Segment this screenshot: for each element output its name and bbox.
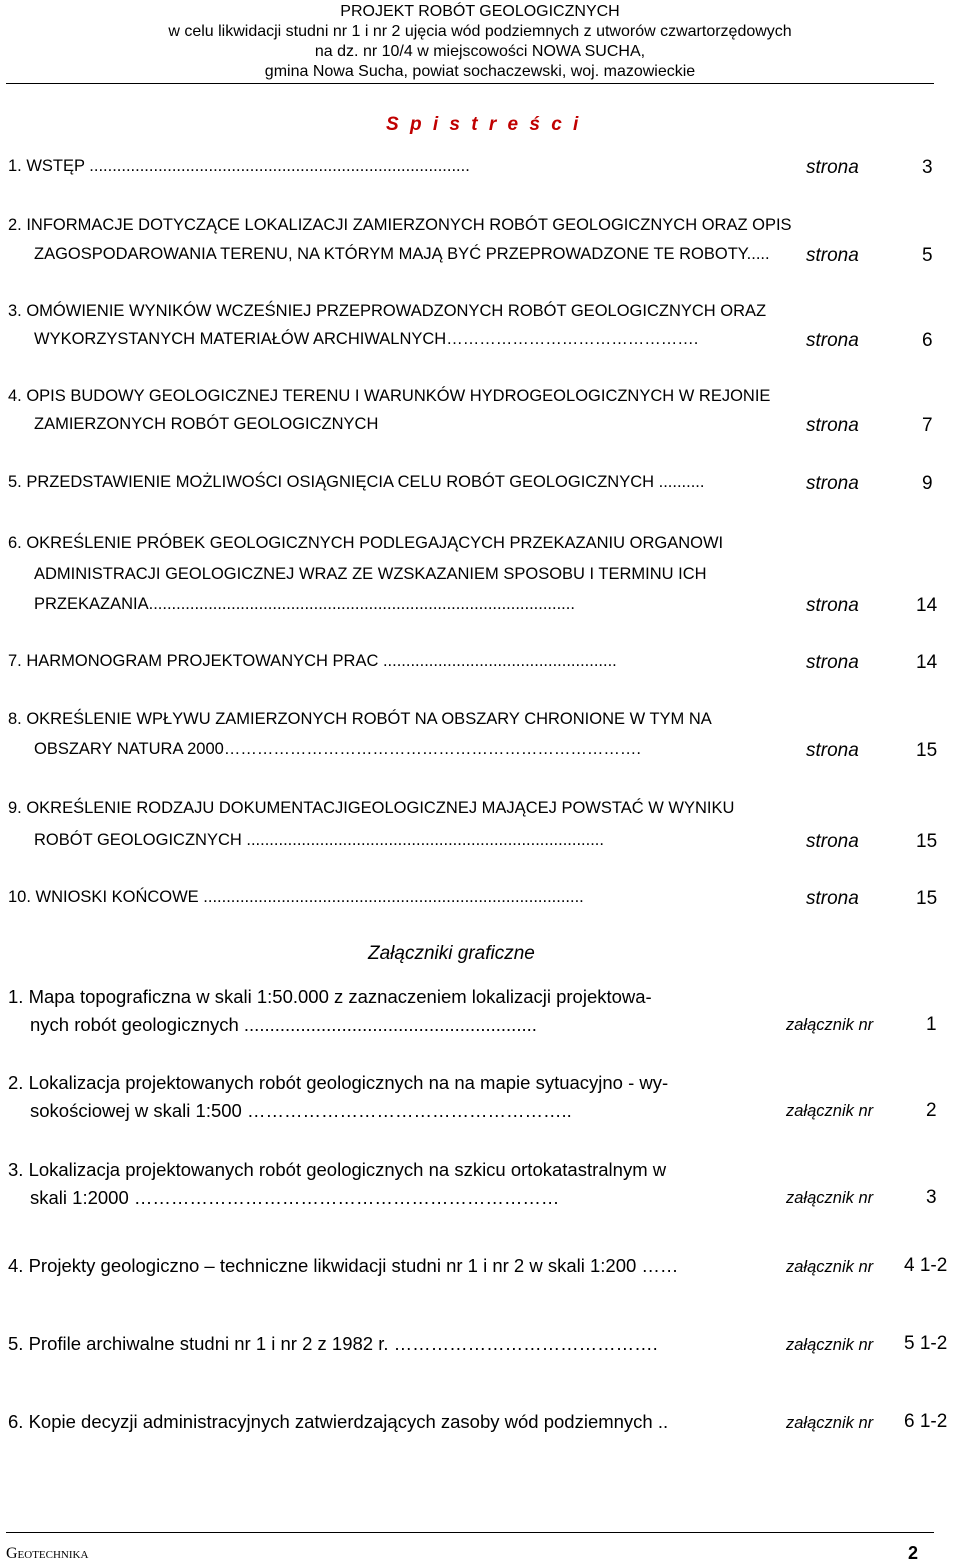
toc-item-9-word: strona	[806, 831, 859, 852]
toc-item-6-text: 6. OKREŚLENIE PRÓBEK GEOLOGICZNYCH PODLEGAJĄCYCH PRZEKAZANIU ORGANOWI	[8, 534, 724, 552]
toc-item-4-text: 4. OPIS BUDOWY GEOLOGICZNEJ TERENU I WARUNKÓW HYDROGEOLOGICZNYCH W REJONIE	[8, 387, 771, 405]
attachment-6-number: 6 1-2	[904, 1411, 948, 1432]
header-title: PROJEKT ROBÓT GEOLOGICZNYCH	[340, 3, 620, 20]
attachment-2-text: 2. Lokalizacja projektowanych robót geologicznych na na mapie sytuacyjno - wy-	[8, 1072, 669, 1093]
attachments-title: Załączniki graficzne	[368, 943, 535, 964]
footer-company: Geotechnika	[6, 1545, 89, 1562]
toc-item-7-word: strona	[806, 652, 859, 673]
toc-item-9-text-cont: ROBÓT GEOLOGICZNYCH ..............................................................................	[34, 831, 604, 849]
header-location: gmina Nowa Sucha, powiat sochaczewski, woj. mazowieckie	[264, 63, 696, 80]
toc-item-10-page: 15	[916, 888, 938, 909]
attachment-2-word: załącznik nr	[786, 1102, 874, 1120]
toc-item-10-text: 10. WNIOSKI KOŃCOWE ...................................................................................	[8, 888, 584, 906]
toc-item-3-page: 6	[922, 330, 933, 351]
header-plot: na dz. nr 10/4 w miejscowości NOWA SUCHA,	[314, 43, 646, 60]
toc-item-6-text-cont: ADMINISTRACJI GEOLOGICZNEJ WRAZ ZE WZSKAZANIEM SPOSOBU I TERMINU ICH	[34, 565, 707, 583]
toc-item-3-text-cont: WYKORZYSTANYCH MATERIAŁÓW ARCHIWALNYCH……………………………………….	[34, 330, 699, 348]
toc-item-2-text: 2. INFORMACJE DOTYCZĄCE LOKALIZACJI ZAMIERZONYCH ROBÓT GEOLOGICZNYCH ORAZ OPIS	[8, 216, 792, 234]
footer-rule	[6, 1532, 934, 1533]
attachment-2-number: 2	[926, 1100, 937, 1121]
attachment-5-number: 5 1-2	[904, 1333, 948, 1354]
attachment-3-text-cont: skali 1:2000 ……………………………………………………………	[30, 1187, 560, 1208]
toc-item-3-text: 3. OMÓWIENIE WYNIKÓW WCZEŚNIEJ PRZEPROWADZONYCH ROBÓT GEOLOGICZNYCH ORAZ	[8, 302, 767, 320]
toc-item-4-text-cont: ZAMIERZONYCH ROBÓT GEOLOGICZNYCH	[34, 415, 379, 433]
attachment-5-text: 5. Profile archiwalne studni nr 1 i nr 2 z 1982 r. …………………………………….	[8, 1333, 658, 1354]
toc-item-2-text-cont: ZAGOSPODAROWANIA TERENU, NA KTÓRYM MAJĄ BYĆ PRZEPROWADZONE TE ROBOTY.....	[34, 245, 770, 263]
attachment-6-text: 6. Kopie decyzji administracyjnych zatwierdzających zasoby wód podziemnych ..	[8, 1411, 669, 1432]
toc-title: S p i s t r e ś c i	[386, 114, 582, 135]
toc-item-9-page: 15	[916, 831, 938, 852]
toc-item-4-page: 7	[922, 415, 933, 436]
footer-page-number: 2	[908, 1543, 919, 1563]
attachment-4-word: załącznik nr	[786, 1258, 874, 1276]
toc-item-8-word: strona	[806, 740, 859, 761]
attachment-3-word: załącznik nr	[786, 1189, 874, 1207]
toc-item-7-text: 7. HARMONOGRAM PROJEKTOWANYCH PRAC ...................................................	[8, 652, 617, 670]
attachment-1-text-cont: nych robót geologicznych .........................................................	[30, 1014, 537, 1035]
attachment-4-number: 4 1-2	[904, 1255, 948, 1276]
toc-item-5-text: 5. PRZEDSTAWIENIE MOŻLIWOŚCI OSIĄGNIĘCIA CELU ROBÓT GEOLOGICZNYCH ..........	[8, 473, 705, 491]
toc-item-1-page: 3	[922, 157, 933, 178]
toc-item-3-word: strona	[806, 330, 859, 351]
toc-item-6-text-cont2: PRZEKAZANIA.............................................................................................	[34, 595, 575, 613]
attachment-2-text-cont: sokościowej w skali 1:500 ……………………………………………..	[30, 1100, 572, 1121]
toc-item-8-text: 8. OKREŚLENIE WPŁYWU ZAMIERZONYCH ROBÓT NA OBSZARY CHRONIONE W TYM NA	[8, 710, 712, 728]
attachment-6-word: załącznik nr	[786, 1414, 874, 1432]
toc-item-5-page: 9	[922, 473, 933, 494]
toc-item-6-page: 14	[916, 595, 938, 616]
toc-item-10-word: strona	[806, 888, 859, 909]
toc-item-2-page: 5	[922, 245, 933, 266]
attachment-4-text: 4. Projekty geologiczno – techniczne likwidacji studni nr 1 i nr 2 w skali 1:200 ……	[8, 1255, 679, 1276]
toc-item-5-word: strona	[806, 473, 859, 494]
toc-item-1-word: strona	[806, 157, 859, 178]
toc-item-8-text-cont: OBSZARY NATURA 2000………………………………………………………………….	[34, 740, 641, 758]
toc-item-4-word: strona	[806, 415, 859, 436]
toc-item-1-text: 1. WSTĘP ...................................................................................	[8, 157, 470, 175]
attachment-1-text: 1. Mapa topograficzna w skali 1:50.000 z zaznaczeniem lokalizacji projektowa-	[8, 986, 652, 1007]
toc-item-9-text: 9. OKREŚLENIE RODZAJU DOKUMENTACJIGEOLOGICZNEJ MAJĄCEJ POWSTAĆ W WYNIKU	[8, 799, 735, 817]
attachment-1-number: 1	[926, 1014, 937, 1035]
toc-item-2-word: strona	[806, 245, 859, 266]
toc-item-8-page: 15	[916, 740, 938, 761]
header-rule	[6, 83, 934, 84]
toc-item-6-word: strona	[806, 595, 859, 616]
attachment-1-word: załącznik nr	[786, 1016, 874, 1034]
header-purpose: w celu likwidacji studni nr 1 i nr 2 ujęcia wód podziemnych z utworów czwartorzędowych	[168, 23, 792, 40]
attachment-3-text: 3. Lokalizacja projektowanych robót geologicznych na szkicu ortokatastralnym w	[8, 1159, 667, 1180]
attachment-5-word: załącznik nr	[786, 1336, 874, 1354]
toc-item-7-page: 14	[916, 652, 938, 673]
attachment-3-number: 3	[926, 1187, 937, 1208]
